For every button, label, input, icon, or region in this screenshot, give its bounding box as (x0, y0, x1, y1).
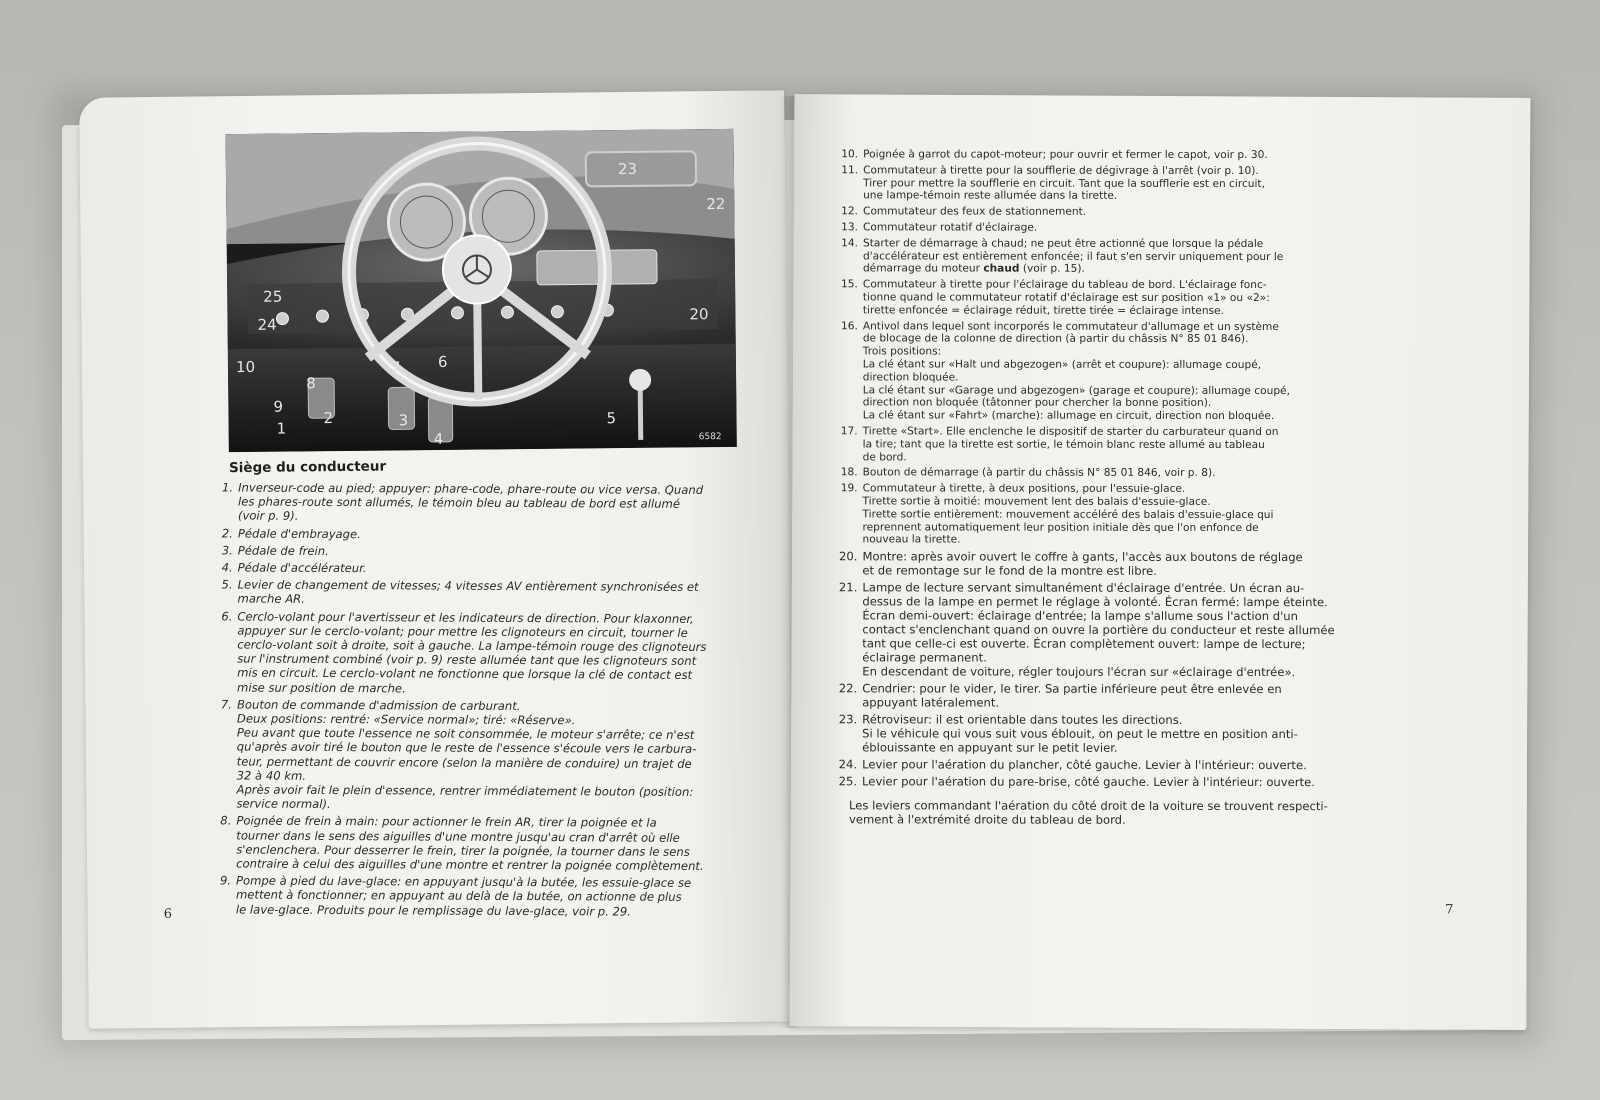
item-line: Cerclo-volant pour l'avertisseur et les indicateurs de direction. Pour klaxonner, (237, 609, 694, 626)
item-text (863, 467, 1432, 481)
item-line: Tirette sortie entièrement: mouvement accéléré des balais d'essuie-glace qui (862, 508, 1274, 521)
fig-label-3: 3 (398, 411, 409, 430)
fig-label-2: 2 (323, 409, 334, 428)
item-number: 6. (221, 609, 233, 624)
item-line: reprennent automatiquement leur position initiale dès que l'on enfonce de (862, 520, 1259, 534)
manual-item (832, 164, 1432, 203)
manual-item (209, 874, 739, 919)
manual-item (211, 543, 741, 560)
item-line: Antivol dans lequel sont incorporés le commutateur d'allumage et un système (862, 319, 1279, 333)
manual-item (832, 278, 1432, 317)
item-line: Commutateur rotatif d'éclairage. (863, 221, 1038, 234)
item-text (237, 609, 740, 697)
page-number-left: 6 (163, 906, 173, 922)
item-line: dessus de la lampe en permet le réglage à volonté. Écran fermé: lampe éteinte. (862, 594, 1328, 610)
item-number: 19. (840, 482, 858, 495)
item-number: 4. (221, 560, 233, 575)
ventilation-note (831, 798, 1431, 827)
item-line: direction bloquée. (862, 371, 959, 384)
item-number: 18. (840, 466, 858, 479)
item-line: Pédale d'embrayage. (237, 526, 361, 541)
manual-item (211, 560, 741, 577)
item-line: contact s'enclenchant quand on ouvre la portière du conducteur et reste allumée (862, 622, 1335, 638)
manual-item (211, 578, 741, 609)
fig-label-1: 1 (276, 419, 287, 438)
page-number-right: 7 (1445, 902, 1454, 918)
item-line: sur l'instrument combiné (voir p. 9) reste allumée tant que les clignoteurs sont (237, 651, 697, 669)
item-line: teur, permettant de couvrir encore (selon la manière de conduire) un trajet de (236, 754, 692, 771)
item-line: marche AR. (237, 591, 305, 607)
manual-item (211, 480, 741, 525)
item-line: contraire à celui des aiguilles d'une montre et rentrer la poignée complètement. (236, 856, 704, 874)
dashboard-illustration (226, 129, 737, 452)
item-text (862, 580, 1431, 679)
item-text (863, 164, 1432, 203)
item-text (863, 221, 1432, 235)
item-line: Peu avant que toute l'essence ne soit consommée, le moteur s'arrête; ce n'est (236, 725, 695, 743)
fig-label-22: 22 (706, 194, 726, 214)
item-line: le lave-glace. Produits pour le remplissage du lave-glace, voir p. 29. (235, 902, 632, 919)
item-text (863, 206, 1432, 220)
item-text (238, 561, 741, 578)
item-line: Cendrier: pour le vider, le tirer. Sa partie inférieure peut être enlevée en (862, 681, 1282, 697)
item-text (236, 697, 740, 813)
manual-item (832, 205, 1432, 219)
item-text (862, 757, 1431, 772)
item-line: Après avoir fait le plein d'essence, rentrer immédiatement le bouton (position: (236, 782, 694, 799)
manual-item (832, 320, 1432, 423)
item-line: Poignée à garrot du capot-moteur; pour ouvrir et fermer le capot, voir p. 30. (863, 148, 1268, 162)
item-line: Tirette «Start». Elle enclenche le dispositif de starter du carburateur quand on (862, 425, 1279, 438)
item-number: 5. (221, 577, 233, 592)
item-number: 21. (838, 580, 858, 595)
item-text (862, 482, 1431, 547)
manual-item (832, 148, 1432, 162)
item-line: Levier pour l'aération du plancher, côté gauche. Levier à l'intérieur: ouverte. (862, 757, 1307, 773)
manual-item (831, 712, 1431, 755)
item-text (238, 526, 741, 543)
item-line-text: démarrage du moteur (862, 262, 984, 275)
item-line (863, 263, 1432, 277)
item-line: Commutateur à tirette pour la soufflerie de dégivrage à l'arrêt (voir p. 10). (863, 164, 1259, 177)
item-number: 1. (222, 480, 234, 495)
item-line: Pédale d'accélérateur. (237, 560, 367, 576)
item-number: 2. (221, 526, 233, 541)
item-line: Commutateur des feux de stationnement. (863, 205, 1087, 218)
item-text (863, 237, 1432, 276)
fig-label-4: 4 (433, 429, 444, 449)
item-text (863, 320, 1432, 423)
item-line: Lampe de lecture servant simultanément d'éclairage d'entrée. Un écran au- (862, 580, 1305, 596)
manual-item (831, 549, 1431, 578)
item-line: service normal). (236, 796, 331, 812)
item-number: 8. (220, 813, 232, 828)
item-line: Pompe à pied du lave-glace: en appuyant jusqu'à la butée, les essuie-glace se (236, 873, 692, 891)
item-number: 15. (841, 278, 858, 291)
item-text (863, 148, 1432, 162)
item-number: 7. (220, 697, 233, 712)
item-line: appuyant latéralement. (862, 695, 1000, 710)
item-line: Trois positions: (862, 345, 942, 358)
item-line: Levier pour l'aération du pare-brise, côté gauche. Levier à l'intérieur: ouverte. (862, 774, 1315, 790)
item-line: tourner dans le sens des aiguilles d'une montre jusqu'au cran d'arrêt où elle (236, 828, 680, 845)
item-emphasis: chaud (983, 262, 1020, 275)
item-line: tant que celle-ci est ouverte. Écran complètement ouvert: lampe de lecture; (862, 636, 1306, 652)
item-text (862, 712, 1431, 755)
manual-item (832, 425, 1432, 464)
manual-item (832, 467, 1432, 481)
item-line-text: (voir p. 15). (1019, 262, 1085, 276)
fig-label-23: 23 (617, 159, 638, 179)
section-title: Siège du conducteur (228, 458, 387, 477)
item-number: 9. (219, 873, 232, 888)
item-line: Commutateur à tirette pour l'éclairage du tableau de bord. L'éclairage fonc- (862, 278, 1267, 292)
item-text (238, 480, 741, 525)
note-line: vement à l'extrémité droite du tableau de bord. (848, 812, 1126, 827)
item-text (862, 681, 1431, 710)
fig-label-7: 7 (390, 358, 401, 377)
item-line: s'enclenchera. Pour desserrer le frein, tirer la poignée, la tourner dans le sens (236, 842, 690, 859)
item-line: de blocage de la colonne de direction (à partir du châssis N° 85 01 846). (862, 332, 1249, 346)
left-item-list (209, 480, 741, 922)
item-number: 25. (838, 774, 858, 789)
item-line: Bouton de commande d'admission de carburant. (236, 697, 521, 713)
item-line: tionne quand le commutateur rotatif d'éclairage est sur position «1» ou «2»: (862, 291, 1270, 305)
item-line: Deux positions: rentré: «Service normal»; tiré: «Réserve». (236, 711, 576, 728)
right-item-list (831, 148, 1432, 827)
item-line: mise sur position de marche. (237, 680, 406, 696)
fig-label-5: 5 (606, 409, 617, 428)
manual-item (831, 482, 1431, 547)
item-text (238, 543, 741, 560)
item-text (862, 774, 1431, 789)
item-line: éblouissante en appuyant sur le petit levier. (862, 740, 1118, 755)
item-line: tirette enfoncée = éclairage réduit, tirette tirée = éclairage intense. (862, 304, 1224, 317)
fig-label-8: 8 (306, 374, 316, 393)
item-line: Inverseur-code au pied; appuyer: phare-code, phare-route ou vice versa. Quand (238, 480, 704, 497)
item-text (862, 549, 1431, 578)
item-line: les phares-route sont allumés, le témoin bleu au tableau de bord est allumé (238, 494, 681, 512)
item-line: et de remontage sur le fond de la montre est libre. (862, 563, 1157, 578)
left-page (79, 90, 794, 1028)
item-text (863, 279, 1432, 318)
item-line: La clé étant sur «Fahrt» (marche): allumage en circuit, direction non bloquée. (862, 409, 1275, 423)
item-line: Levier de changement de vitesses; 4 vitesses AV entièrement synchronisées et (237, 577, 699, 595)
right-items-upper (831, 148, 1432, 547)
photo-code: 6582 (698, 432, 722, 443)
fig-label-24: 24 (257, 315, 277, 334)
item-line: la tire; tant que la tirette est sortie, le témoin blanc reste allumé au tableau (862, 438, 1265, 451)
item-line: Starter de démarrage à chaud; ne peut être actionné que lorsque la pédale (862, 237, 1264, 250)
right-page (790, 94, 1531, 1030)
item-number: 12. (841, 205, 859, 218)
manual-item (832, 221, 1432, 235)
item-line: 32 à 40 km. (236, 768, 307, 783)
item-line: une lampe-témoin reste allumée dans la tirette. (863, 189, 1118, 203)
item-text (236, 814, 739, 873)
manual-item (209, 697, 740, 813)
item-line: Tirer pour mettre la soufflerie en circuit. Tant que la soufflerie est en circuit, (863, 176, 1265, 190)
item-number: 13. (841, 221, 859, 234)
item-line: La clé étant sur «Garage und abgezogen» (garage et coupure): allumage coupé, (862, 383, 1290, 397)
item-number: 23. (838, 712, 858, 727)
manual-item (831, 580, 1431, 679)
item-line: Montre: après avoir ouvert le coffre à gants, l'accès aux boutons de réglage (862, 549, 1303, 565)
item-text (238, 578, 741, 609)
item-number: 22. (838, 681, 858, 696)
item-line: Poignée de frein à main: pour actionner le frein AR, tirer la poignée et la (236, 813, 657, 831)
item-line: La clé étant sur «Halt und abgezogen» (arrêt et coupure): allumage coupé, (862, 358, 1262, 371)
dashboard-photo (226, 129, 737, 452)
right-items-lower (831, 549, 1431, 789)
item-number: 10. (841, 148, 859, 161)
item-number: 14. (841, 237, 859, 250)
item-number: 17. (840, 425, 858, 438)
note-line: Les leviers commandant l'aération du côté droit de la voiture se trouvent respecti- (849, 798, 1328, 814)
item-line: Tirette sortie à moitié: mouvement lent des balais d'essuie-glace. (862, 495, 1211, 508)
item-line: Si le véhicule qui vous suit vous éblouit, on peut le mettre en position anti- (862, 726, 1298, 742)
item-line: (voir p. 9). (237, 508, 299, 524)
item-line: nouveau la tirette. (862, 533, 961, 546)
item-line: mettent à fonctionner; en appuyant au delà de la butée, on actionne de plus (235, 887, 682, 905)
manual-item (831, 681, 1431, 710)
item-line: direction non bloquée (tâtonner pour chercher la bonne position). (862, 396, 1212, 410)
manual-item (211, 526, 741, 543)
item-text (236, 874, 739, 919)
fig-label-25: 25 (263, 287, 283, 306)
item-line: Bouton de démarrage (à partir du châssis N° 85 01 846, voir p. 8). (862, 466, 1216, 480)
item-line: Rétroviseur: il est orientable dans toutes les directions. (862, 712, 1183, 727)
item-number: 24. (838, 757, 858, 772)
item-line: En descendant de voiture, régler toujours l'écran sur «éclairage d'entrée». (862, 664, 1296, 680)
item-number: 3. (221, 543, 233, 558)
fig-label-6: 6 (437, 352, 448, 371)
item-line: Pédale de frein. (237, 543, 329, 558)
item-line: qu'après avoir tiré le bouton que le reste de l'essence s'écoule vers le carbura- (236, 739, 697, 757)
fig-label-10: 10 (235, 357, 256, 377)
fig-label-20: 20 (689, 305, 709, 324)
item-line: Commutateur à tirette, à deux positions, pour l'essuie-glace. (862, 482, 1186, 496)
item-line: cerclo-volant soit à droite, soit à gauche. La lampe-témoin rouge des clignoteurs (237, 637, 707, 654)
item-line: éclairage permanent. (862, 650, 987, 665)
item-number: 11. (841, 164, 859, 177)
item-line: Écran demi-ouvert: éclairage d'entrée; la lampe s'allume sous l'action d'un (862, 608, 1299, 624)
manual-item (831, 757, 1431, 772)
manual-item (831, 774, 1431, 789)
manual-item (832, 237, 1432, 276)
manual-item (209, 814, 739, 874)
item-text (863, 425, 1432, 464)
fig-label-9: 9 (273, 397, 284, 416)
item-number: 20. (838, 549, 858, 564)
item-line: mis en circuit. Le cerclo-volant ne fonctionne que lorsque la clé de contact est (237, 665, 693, 683)
manual-item (210, 609, 740, 697)
item-number: 16. (840, 319, 858, 332)
item-line: de bord. (862, 450, 907, 463)
item-line: d'accélérateur est entièrement enfoncée; il faut s'en servir uniquement pour le (862, 249, 1284, 263)
item-line: appuyer sur le cerclo-volant; pour mettre les clignoteurs en circuit, tourner le (237, 623, 688, 640)
